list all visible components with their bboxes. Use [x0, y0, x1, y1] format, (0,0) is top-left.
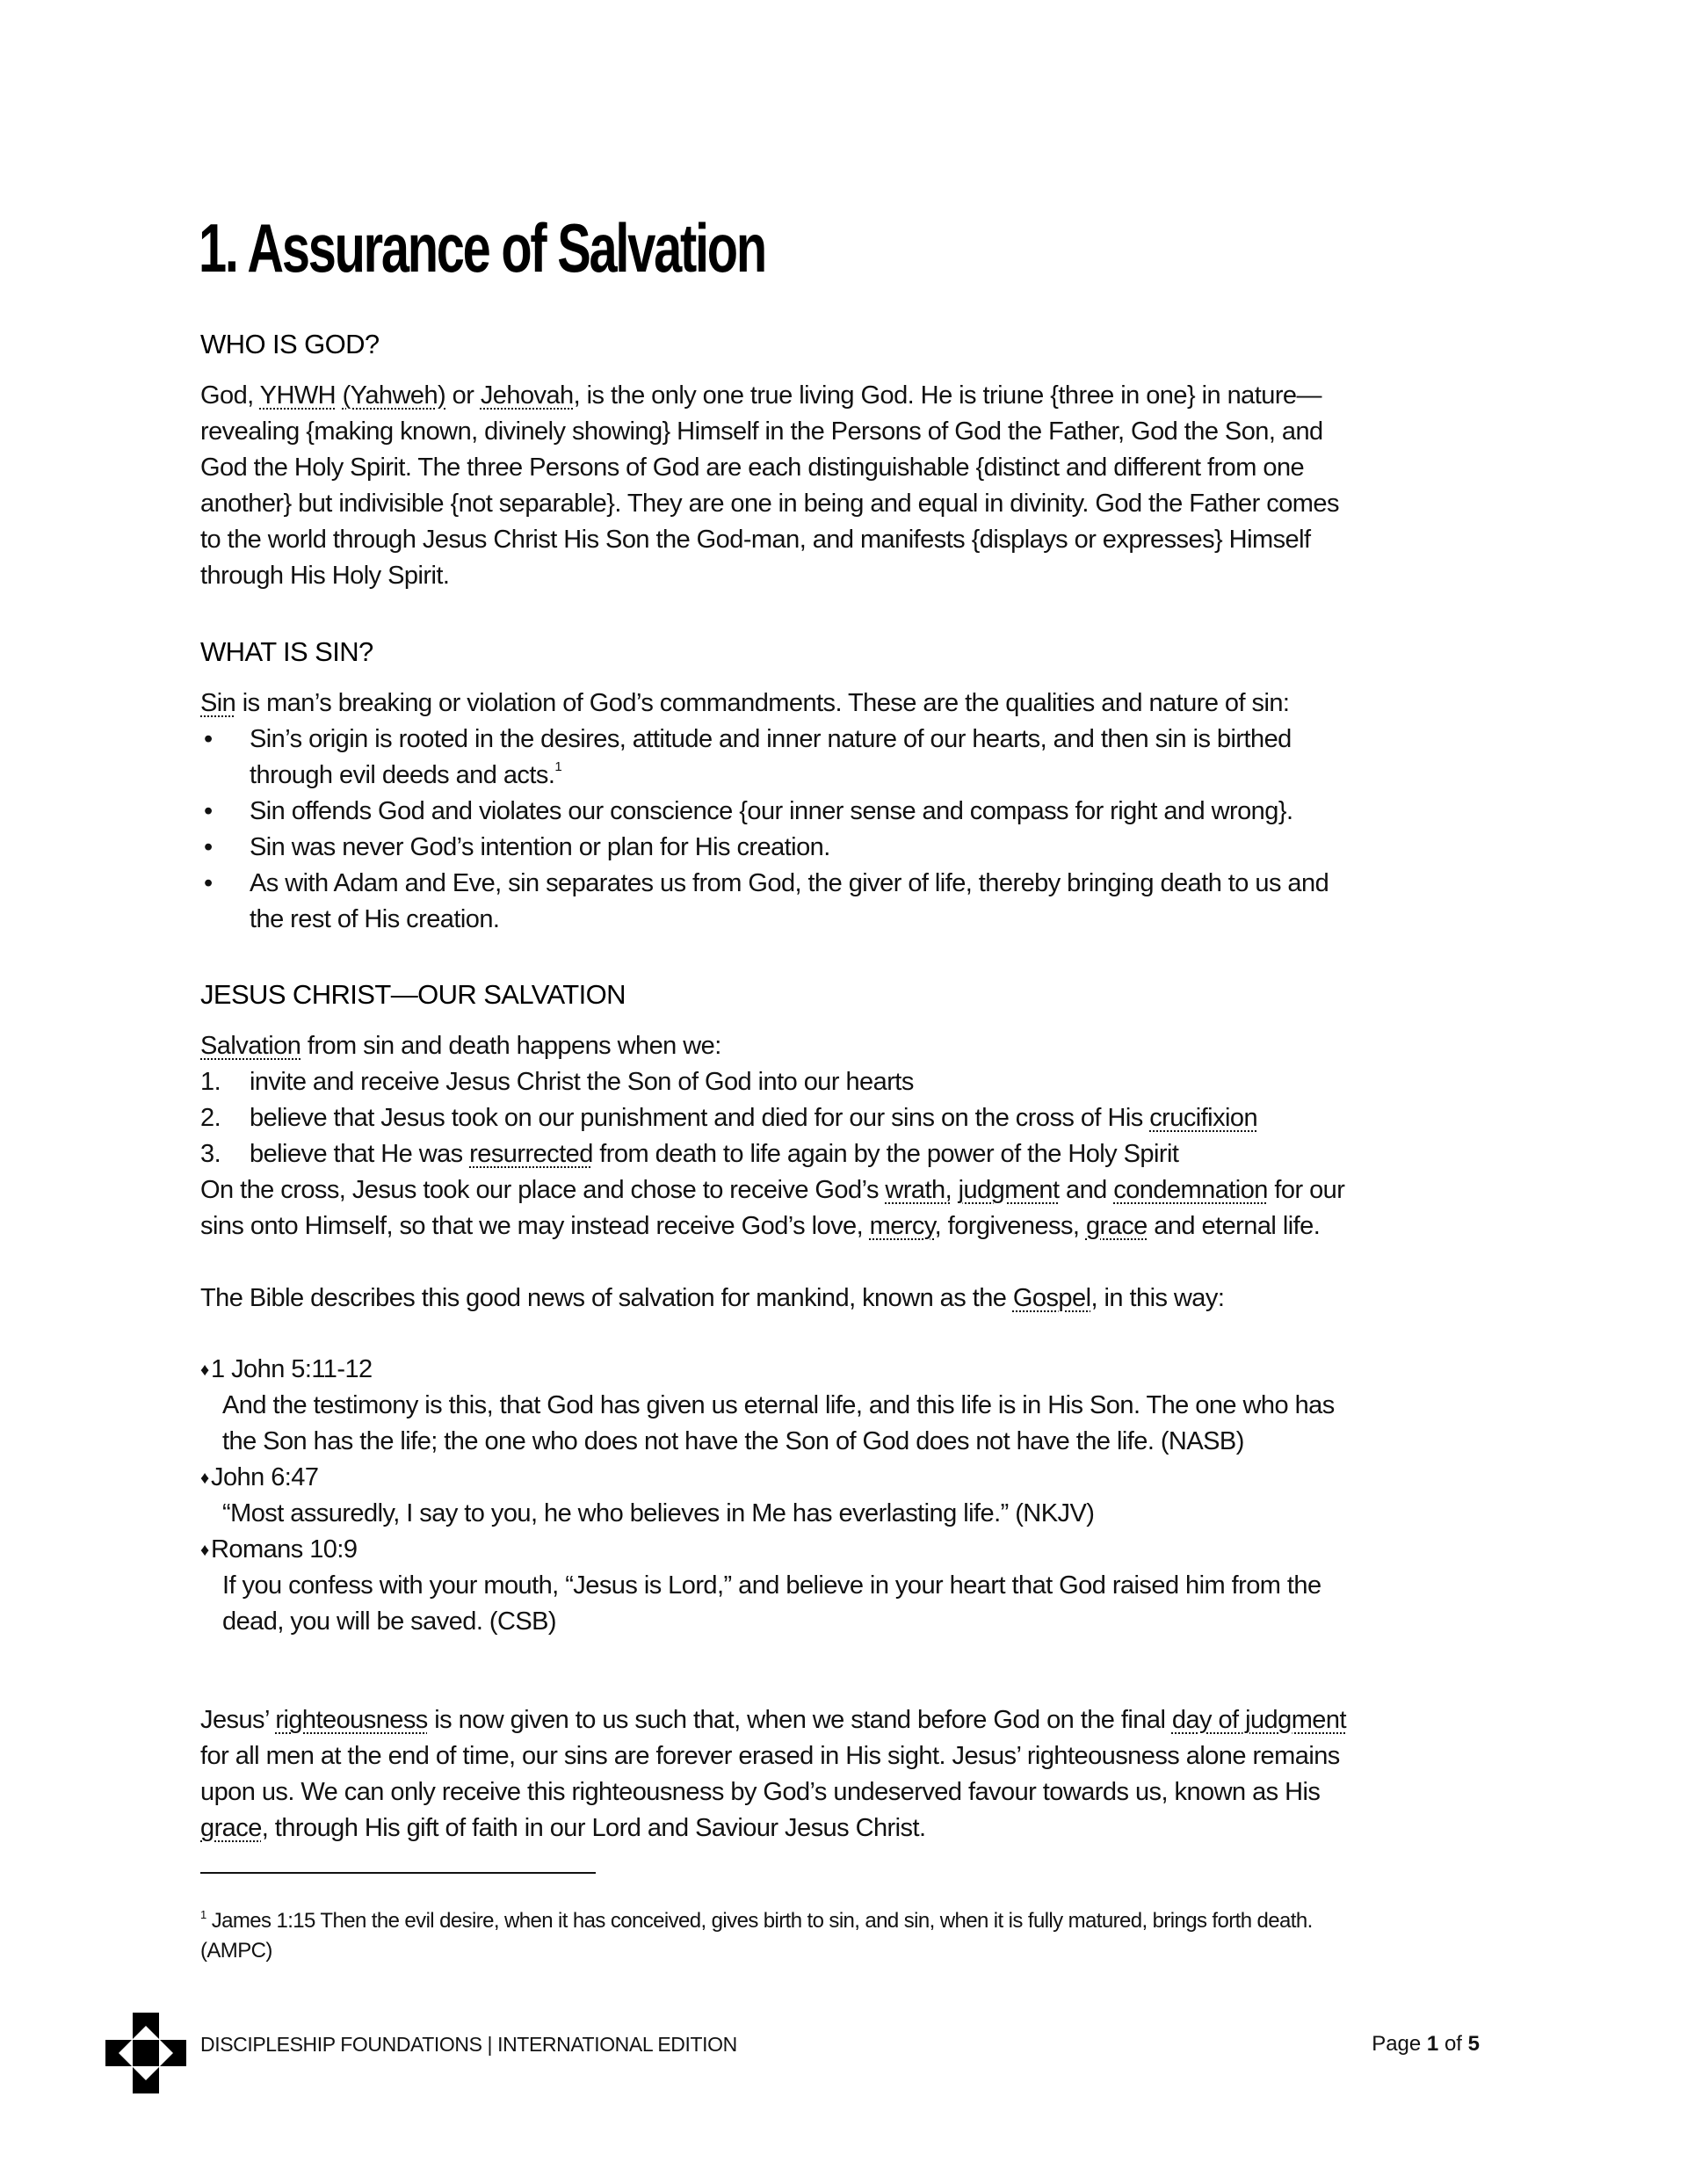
text-run: God the Holy Spirit. The three Persons of God are each distinguishable {distinct and different from one [200, 453, 1305, 482]
bullet-text: Sin was never God’s intention or plan for His creation. [250, 833, 830, 861]
glossary-term: condemnation [1113, 1176, 1268, 1204]
verse-reference [200, 1460, 318, 1497]
bullet-text: through evil deeds and acts. [250, 761, 555, 789]
text-run: for our [1267, 1176, 1345, 1204]
bullet-item-line [250, 830, 830, 866]
glossary-term: Sin [200, 689, 236, 717]
cross-diamond-logo-icon [105, 2013, 186, 2093]
footnote-text: James 1:15 Then the evil desire, when it has conceived, gives birth to sin, and sin, when it is fully matured, brings forth death. [211, 1909, 1313, 1933]
page-label: Page [1372, 2032, 1427, 2056]
text-run: for all men at the end of time, our sins are forever erased in His sight. Jesus’ righteousness alone remains [200, 1742, 1340, 1770]
glossary-term: Salvation [200, 1032, 301, 1060]
bullet-icon: • [204, 797, 214, 825]
text-run: , forgiveness, [934, 1212, 1086, 1240]
glossary-term: YHWH [259, 381, 337, 410]
diamond-bullet-icon: ♦ [200, 1360, 209, 1380]
verse-reference-text: 1 John 5:11-12 [211, 1355, 373, 1383]
verse-text-line: dead, you will be saved. (CSB) [222, 1607, 557, 1636]
paragraph-line [200, 378, 1321, 414]
text-run: from death to life again by the power of the Holy Spirit [592, 1140, 1179, 1168]
text-run: invite and receive Jesus Christ the Son of God into our hearts [250, 1068, 914, 1096]
glossary-term: grace [200, 1814, 262, 1842]
paragraph-line [200, 1208, 1320, 1244]
diamond-bullet-icon: ♦ [200, 1469, 209, 1488]
text-run: and [1059, 1176, 1114, 1204]
footnote-continuation: (AMPC) [200, 1939, 272, 1963]
glossary-term: Jehovah [480, 381, 574, 410]
text-run [336, 381, 343, 410]
text-run: another} but indivisible {not separable}. They are one in being and equal in divinity. God the Father comes [200, 490, 1339, 518]
bullet-item-line [250, 722, 1292, 758]
verse-text-line: “Most assuredly, I say to you, he who believes in Me has everlasting life.” (NKJV) [222, 1499, 1095, 1527]
verse-text-line: the Son has the life; the one who does not have the Son of God does not have the life. (NASB) [222, 1427, 1244, 1455]
page-title: 1. Assurance of Salvation [199, 209, 765, 287]
step-item [250, 1136, 1178, 1172]
footnote-separator [200, 1872, 596, 1874]
step-number: 1. [200, 1068, 221, 1096]
text-run: Jesus’ [200, 1706, 276, 1734]
heading-who-is-god: WHO IS GOD? [200, 329, 380, 359]
verse-reference [200, 1532, 357, 1569]
paragraph-line [200, 1172, 1344, 1208]
text-run: , in this way: [1090, 1284, 1225, 1312]
verse-text-line: If you confess with your mouth, “Jesus is Lord,” and believe in your heart that God raised him from the [222, 1571, 1321, 1600]
sin-intro [200, 686, 1289, 722]
step-item [250, 1100, 1257, 1136]
bullet-item-line [250, 758, 561, 794]
step-number: 2. [200, 1104, 221, 1132]
text-run: , through His gift of faith in our Lord and Saviour Jesus Christ. [261, 1814, 926, 1842]
bullet-text: As with Adam and Eve, sin separates us from God, the giver of life, thereby bringing death to us and [250, 869, 1329, 897]
page-of-label: of [1438, 2032, 1468, 2056]
step-item [250, 1064, 914, 1100]
bullet-item-line [250, 866, 1329, 902]
verse-reference-text: Romans 10:9 [211, 1535, 358, 1564]
text-run: , is the only one true living God. He is triune {three in one} in nature— [573, 381, 1321, 410]
glossary-term: day of judgment [1171, 1706, 1346, 1734]
diamond-bullet-icon: ♦ [200, 1541, 209, 1560]
text-run: to the world through Jesus Christ His Son the God-man, and manifests {displays or expresses} Himself [200, 526, 1311, 554]
text-run: sins onto Himself, so that we may instead receive God’s love, [200, 1212, 870, 1240]
paragraph-line [200, 1702, 1346, 1738]
step-number: 3. [200, 1140, 221, 1168]
page-number [1372, 2031, 1480, 2057]
total-pages: 5 [1467, 2032, 1480, 2056]
paragraph-line [200, 522, 1311, 558]
heading-what-is-sin: WHAT IS SIN? [200, 636, 373, 667]
text-run: believe that He was [250, 1140, 470, 1168]
text-run: from sin and death happens when we: [300, 1032, 721, 1060]
glossary-term: resurrected [469, 1140, 593, 1168]
text-run: believe that Jesus took on our punishment and died for our sins on the cross of His [250, 1104, 1150, 1132]
paragraph-line [200, 558, 449, 594]
paragraph-line [200, 486, 1339, 522]
text-run: revealing {making known, divinely showing} Himself in the Persons of God the Father, God the Son, and [200, 417, 1323, 446]
glossary-term: wrath, [885, 1176, 952, 1204]
bullet-icon: • [204, 833, 214, 861]
bullet-icon: • [204, 725, 214, 753]
bullet-item-line [250, 902, 499, 938]
current-page: 1 [1426, 2032, 1439, 2056]
bullet-text: Sin offends God and violates our conscience {our inner sense and compass for right and wrong}. [250, 797, 1293, 825]
glossary-term: crucifixion [1149, 1104, 1258, 1132]
bullet-text: Sin’s origin is rooted in the desires, attitude and inner nature of our hearts, and then sin is birthed [250, 725, 1292, 753]
glossary-term: (Yahweh) [342, 381, 446, 410]
footnote [200, 1906, 1313, 1936]
bullet-item-line [250, 794, 1292, 830]
text-run: and eternal life. [1147, 1212, 1321, 1240]
paragraph-line [200, 1774, 1320, 1810]
text-run: upon us. We can only receive this righteousness by God’s undeserved favour towards us, known as His [200, 1778, 1321, 1806]
footnote-reference[interactable]: 1 [554, 759, 562, 774]
text-run: On the cross, Jesus took our place and chose to receive God’s [200, 1176, 886, 1204]
text-run: is man’s breaking or violation of God’s commandments. These are the qualities and nature of sin: [235, 689, 1290, 717]
paragraph-line [200, 414, 1323, 450]
glossary-term: mercy [869, 1212, 935, 1240]
salvation-intro [200, 1028, 721, 1064]
text-run: God, [200, 381, 260, 410]
glossary-term: Gospel [1012, 1284, 1091, 1312]
paragraph-line [200, 1810, 926, 1847]
glossary-term: judgment [958, 1176, 1060, 1204]
heading-salvation: JESUS CHRIST—OUR SALVATION [200, 979, 626, 1010]
text-run: or [445, 381, 481, 410]
verse-reference-text: John 6:47 [211, 1463, 319, 1491]
text-run: is now given to us such that, when we stand before God on the final [427, 1706, 1172, 1734]
bullet-text: the rest of His creation. [250, 905, 500, 933]
verse-text-line: And the testimony is this, that God has given us eternal life, and this life is in His Son. The one who has [222, 1391, 1335, 1419]
paragraph-line [200, 450, 1304, 486]
bullet-icon: • [204, 869, 214, 897]
gospel-paragraph [200, 1281, 1224, 1317]
glossary-term: righteousness [275, 1706, 428, 1734]
footnote-number: 1 [200, 1908, 206, 1921]
verse-reference [200, 1352, 373, 1389]
footer-publication-title: DISCIPLESHIP FOUNDATIONS | INTERNATIONAL EDITION [200, 2033, 737, 2056]
text-run: through His Holy Spirit. [200, 562, 450, 590]
paragraph-line [200, 1738, 1340, 1774]
text-run: The Bible describes this good news of salvation for mankind, known as the [200, 1284, 1013, 1312]
glossary-term: grace [1085, 1212, 1148, 1240]
text-run [952, 1176, 959, 1204]
